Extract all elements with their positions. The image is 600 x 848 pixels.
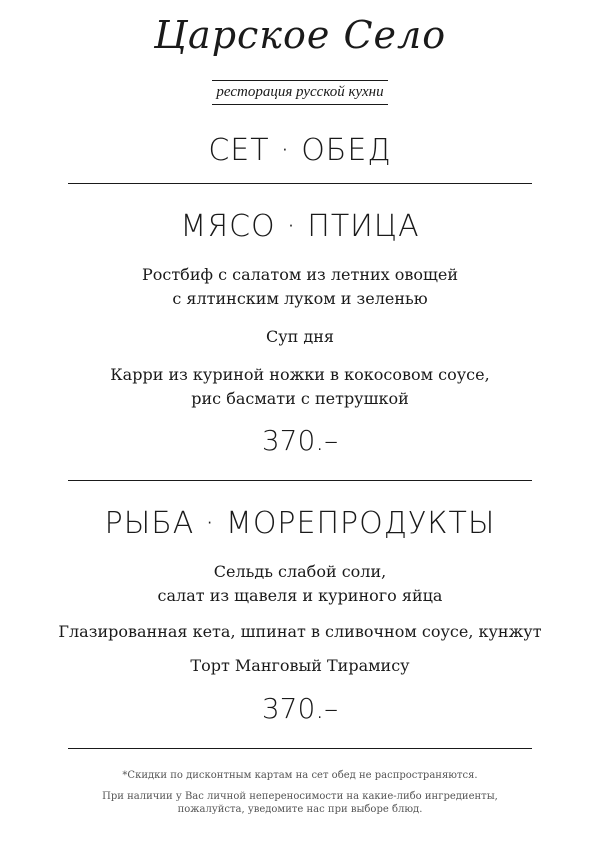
dish-line: Ростбиф с салатом из летних овощей <box>141 265 459 284</box>
restaurant-logo: Царское Село <box>153 13 447 57</box>
discount-footnote: *Скидки по дисконтным картам на сет обед не распространяются. <box>122 770 478 781</box>
set-title: СЕТ · ОБЕД <box>208 133 392 168</box>
section-title-fish: РЫБА · МОРЕПРОДУКТЫ <box>104 506 496 541</box>
tagline-top-rule <box>212 80 388 81</box>
dish-line: Суп дня <box>265 327 334 346</box>
dish-line: рис басмати с петрушкой <box>191 389 409 408</box>
restaurant-tagline: ресторация русской кухни <box>216 84 384 100</box>
dish-line: салат из щавеля и куриного яйца <box>157 586 443 605</box>
dish-line: Глазированная кета, шпинат в сливочном соусе, кунжут <box>58 622 542 641</box>
price-fish: 370.– <box>261 692 339 725</box>
tagline-bottom-rule <box>212 104 388 105</box>
allergy-footnote: пожалуйста, уведомите нас при выборе блюд. <box>177 804 423 815</box>
dish-line: Торт Манговый Тирамису <box>190 656 410 675</box>
divider-middle <box>68 480 532 481</box>
dish-line: с ялтинским луком и зеленью <box>172 289 428 308</box>
divider-top <box>68 183 532 184</box>
dish-line: Сельдь слабой соли, <box>213 562 387 581</box>
section-title-meat: МЯСО · ПТИЦА <box>180 209 420 244</box>
price-meat: 370.– <box>261 424 339 457</box>
allergy-footnote: При наличии у Вас личной непереносимости на какие-либо ингредиенты, <box>102 791 498 802</box>
dish-line: Карри из куриной ножки в кокосовом соусе, <box>110 365 490 384</box>
divider-bottom <box>68 748 532 749</box>
